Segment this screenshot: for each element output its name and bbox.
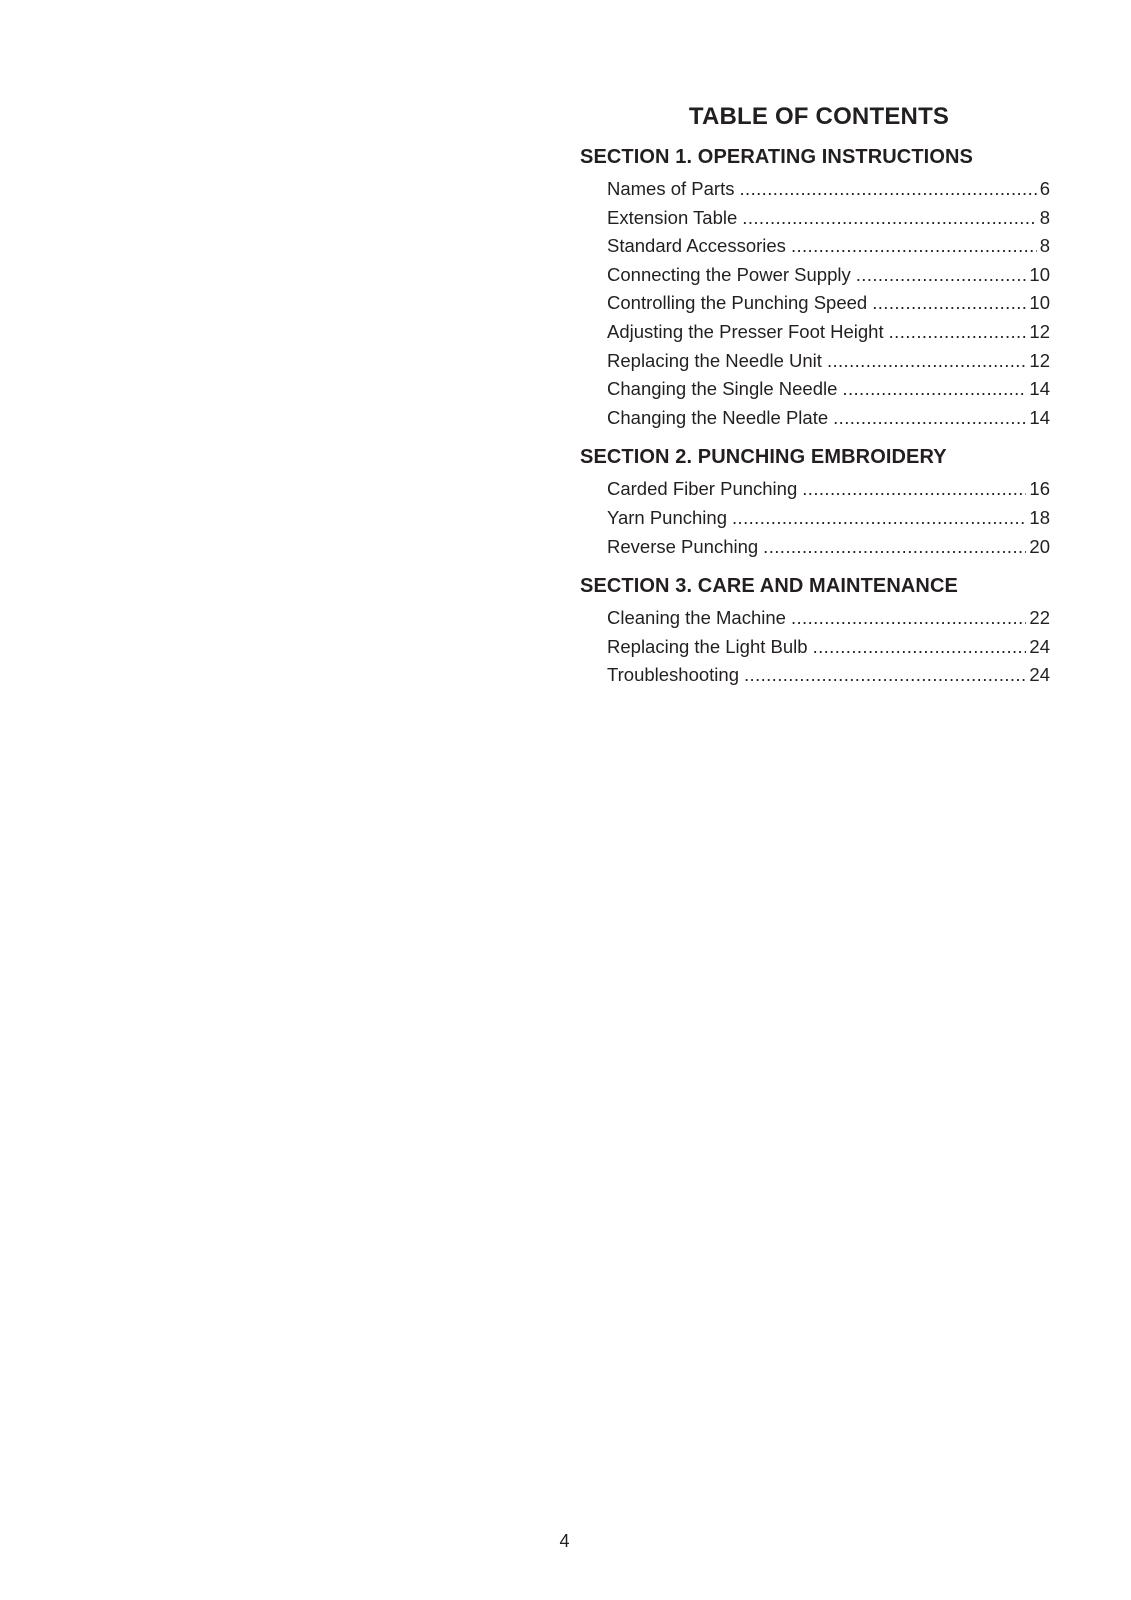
toc-entry[interactable]: [607, 318, 1050, 347]
toc-entry[interactable]: [607, 404, 1050, 433]
toc-entry-label: Changing the Needle Plate: [607, 406, 829, 428]
toc-entry-page: 10: [1029, 263, 1050, 285]
dot-leader: [744, 661, 1026, 690]
toc-entry-label: Carded Fiber Punching: [607, 478, 798, 500]
section-heading: SECTION 1. OPERATING INSTRUCTIONS: [580, 146, 973, 168]
dot-leader: [842, 375, 1026, 404]
dot-leader: [791, 232, 1037, 261]
toc-entry[interactable]: [607, 232, 1050, 261]
toc-entry-page: 8: [1039, 235, 1050, 257]
dot-leader: [763, 533, 1026, 562]
dot-leader: [856, 261, 1027, 290]
toc-entry-label: Extension Table: [607, 206, 738, 228]
toc-entry-page: 6: [1039, 178, 1050, 199]
toc-entry-page: 8: [1039, 206, 1050, 228]
dot-leader: [872, 289, 1026, 318]
toc-entry-page: 14: [1029, 406, 1050, 428]
toc-entry-page: 22: [1029, 607, 1050, 629]
toc-entry-label: Yarn Punching: [607, 506, 727, 528]
toc-entry-page: 20: [1029, 535, 1050, 557]
dot-leader: [802, 475, 1026, 504]
toc-entry[interactable]: [607, 633, 1050, 662]
toc-entry[interactable]: [607, 347, 1050, 376]
toc-entry-label: Names of Parts: [607, 178, 735, 199]
toc-entry[interactable]: [607, 175, 1050, 204]
toc-entry[interactable]: [607, 504, 1050, 533]
page-number: [0, 1531, 1131, 1552]
dot-leader: [833, 404, 1026, 433]
toc-entry-page: 24: [1029, 664, 1050, 686]
toc-entry-label: Reverse Punching: [607, 535, 759, 557]
section-heading: SECTION 2. PUNCHING EMBROIDERY: [580, 446, 947, 469]
toc-entry-label: Changing the Single Needle: [607, 378, 838, 400]
toc-entry-label: Adjusting the Presser Foot Height: [607, 320, 884, 342]
toc-entry-label: Controlling the Punching Speed: [607, 292, 868, 314]
page-number-text: 4: [559, 1531, 570, 1551]
toc-entry-page: 10: [1029, 292, 1050, 314]
toc-entry[interactable]: [607, 204, 1050, 233]
toc-entry-label: Standard Accessories: [607, 235, 786, 257]
toc-entry[interactable]: [607, 661, 1050, 690]
toc-entry-label: Replacing the Light Bulb: [607, 635, 808, 657]
toc-entry-label: Replacing the Needle Unit: [607, 349, 822, 371]
toc-entry-page: 12: [1029, 349, 1050, 371]
toc-entry[interactable]: [607, 375, 1050, 404]
toc-entry[interactable]: [607, 533, 1050, 562]
toc-entry-label: Connecting the Power Supply: [607, 263, 851, 285]
toc-entry[interactable]: [607, 261, 1050, 290]
toc-entry-page: 14: [1029, 378, 1050, 400]
table-of-contents: [580, 103, 1050, 704]
dot-leader: [732, 504, 1026, 533]
toc-entry-label: Troubleshooting: [607, 664, 739, 686]
toc-entry-page: 24: [1029, 635, 1050, 657]
dot-leader: [742, 204, 1036, 233]
toc-section-1: [580, 146, 1050, 432]
dot-leader: [827, 347, 1026, 376]
toc-entry-page: 18: [1029, 506, 1050, 528]
toc-entry-page: 16: [1029, 478, 1050, 500]
toc-section-2: [580, 446, 1050, 561]
toc-entry[interactable]: [607, 604, 1050, 633]
dot-leader: [813, 633, 1027, 662]
dot-leader: [740, 175, 1037, 204]
section-heading: SECTION 3. CARE AND MAINTENANCE: [580, 575, 958, 598]
toc-entry-label: Cleaning the Machine: [607, 607, 786, 629]
dot-leader: [791, 604, 1026, 633]
dot-leader: [889, 318, 1027, 347]
toc-entry[interactable]: [607, 289, 1050, 318]
toc-entry[interactable]: [607, 475, 1050, 504]
toc-title: TABLE OF CONTENTS: [688, 103, 950, 130]
toc-entry-page: 12: [1029, 320, 1050, 342]
toc-section-3: [580, 575, 1050, 690]
